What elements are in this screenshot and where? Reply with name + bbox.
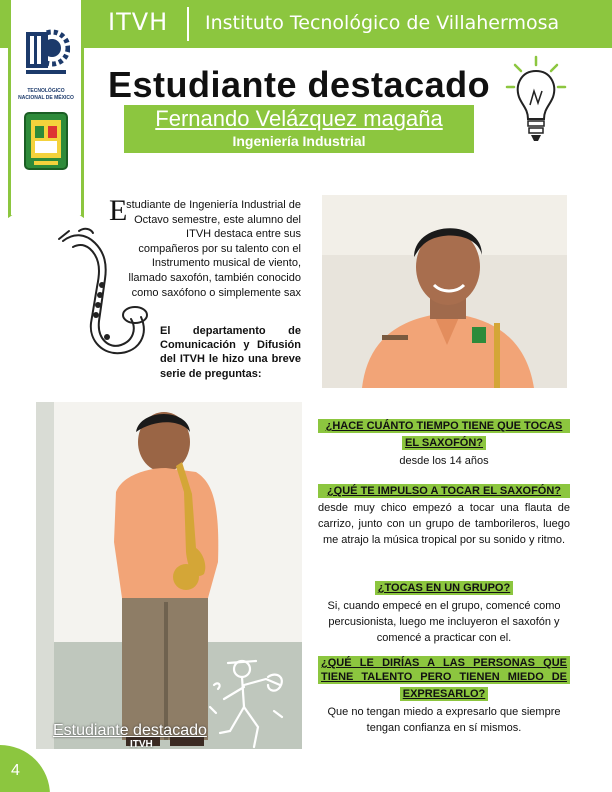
qa-question: ¿TOCAS EN UN GRUPO? (375, 581, 513, 595)
student-portrait-photo (322, 195, 567, 388)
intro-lead: El departamento de Comunicación y Difusión del ITVH le hizo una breve serie de preguntas: (160, 325, 301, 380)
itvh-seal-icon (24, 112, 68, 170)
qa-question: TIENE TALENTO PERO TIENEN MIEDO DE (318, 670, 570, 684)
student-name-banner (124, 105, 474, 153)
qa-question: ¿HACE CUÁNTO TIEMPO TIENE QUE TOCAS (318, 419, 570, 433)
page-number-badge (0, 745, 50, 792)
page-title: Estudiante destacado (108, 64, 491, 105)
qa-item (318, 656, 570, 736)
student-career: Ingeniería Industrial (232, 133, 366, 149)
qa-answer: desde muy chico empezó a tocar una flauta de carrizo, junto con un grupo de tamborileros, luego me atrajo la música tropical por su sonido y ritmo. (318, 502, 570, 546)
qa-answer: Si, cuando empecé en el grupo, comencé como percusionista, luego me incluyeron el saxofón y comencé a practicar con el. (327, 600, 561, 644)
lightbulb-icon (505, 55, 567, 150)
qa-question: EL SAXOFÓN? (402, 436, 486, 450)
qa-item (318, 419, 570, 469)
tecnm-logo-icon (22, 24, 70, 80)
qa-item (318, 484, 570, 548)
header-divider (187, 7, 189, 41)
dancing-musician-doodle-icon (208, 655, 290, 751)
student-name: Fernando Velázquez magaña (155, 106, 443, 131)
header-institution-name: Instituto Tecnológico de Villahermosa (205, 12, 560, 34)
qa-item (318, 578, 570, 646)
qa-question: ¿QUÉ TE IMPULSO A TOCAR EL SAXOFÓN? (318, 484, 570, 498)
photo-caption-title: Estudiante destacado (53, 722, 207, 739)
qa-question: ¿QUÉ LE DIRÍAS A LAS PERSONAS QUE (318, 656, 570, 670)
header-abbreviation: ITVH (108, 8, 169, 36)
saxophone-doodle-icon (55, 225, 153, 363)
page-number: 4 (11, 762, 20, 779)
qa-answer: Que no tengan miedo a expresarlo que siempre tengan confianza en sí mismos. (327, 706, 561, 734)
qa-answer: desde los 14 años (399, 455, 489, 467)
intro-dropcap: E (109, 194, 128, 227)
tecnm-logo-text: TECNOLÓGICO NACIONAL DE MÉXICO (18, 88, 74, 101)
qa-question: EXPRESARLO? (400, 687, 489, 701)
photo-caption-subtitle: ITVH (130, 739, 153, 750)
intro-paragraph: studiante de Ingeniería Industrial de Octavo semestre, este alumno del ITVH destaca entre sus compañeros por su talento con el Instrumento musical de viento, llamado saxofón, también conocido como saxófono o simplemente sax (126, 199, 301, 299)
